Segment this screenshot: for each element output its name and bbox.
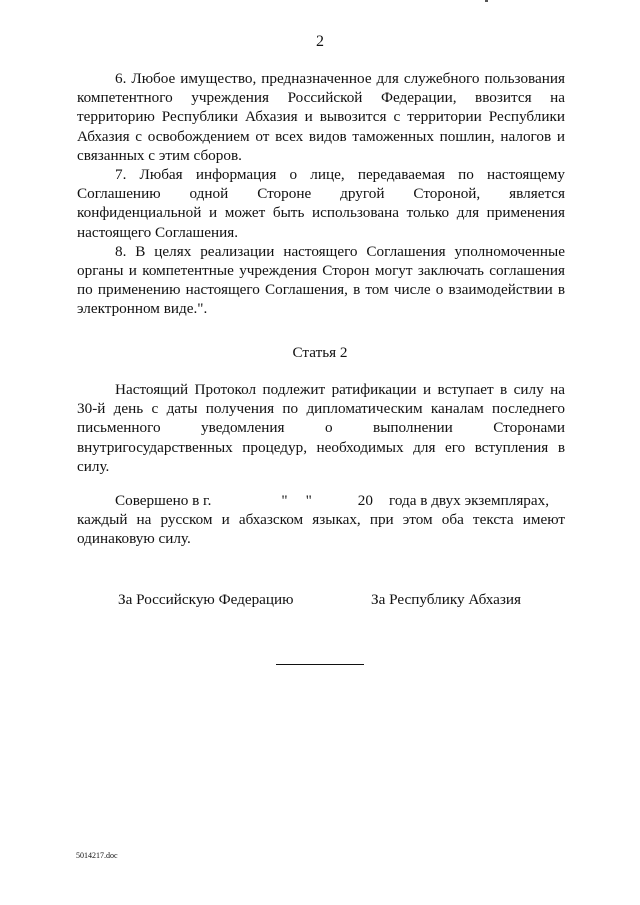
article-2-body [77,380,565,476]
closing-continuation: каждый на русском и абхазском языках, при этом оба текста имеют одинаковую силу. [77,511,565,548]
paragraph-6: 6. Любое имущество, предназначенное для служебного пользования компетентного учреждения Российской Федерации, ввозится на территорию Республики Абхазия и вывозится с территории Республики Абхазия с освобождением от всех видов таможенных пошлин, налогов и связанных с этим сборов. [77,70,565,164]
done-in-text: Совершено в г. [115,492,212,509]
closing-clause [77,491,565,549]
closing-rule [276,664,364,665]
year-rest: года в двух экземплярах, [388,492,550,509]
document-id: 5014217.doc [76,851,118,860]
article-2-paragraph: Настоящий Протокол подлежит ратификации и вступает в силу на 30-й день с даты получения по дипломатическим каналам последнего письменного уведомления о выполнении Сторонами внутригосударственных процедур, необходимых для его вступления в силу. [77,381,565,475]
article-2-heading: Статья 2 [292,344,348,361]
page-number: 2 [316,33,324,50]
scan-mark [485,0,488,2]
quote-open: " [281,492,288,509]
closing-first-line [77,491,565,510]
paragraph-8: 8. В целях реализации настоящего Соглашения уполномоченные органы и компетентные учреждения Сторон могут заключать соглашения по применению настоящего Соглашения, в том числе о взаимодействии в электронном виде.". [77,242,565,318]
quote-close: " [305,492,312,509]
paragraph-7: 7. Любая информация о лице, передаваемая по настоящему Соглашению одной Стороне другой Стороной, является конфиденциальной и может быть использована только для применения настоящего Соглашения. [77,166,565,241]
signature-russia: За Российскую Федерацию [118,591,294,608]
year-prefix: 20 [357,492,373,509]
signature-abkhazia: За Республику Абхазия [371,591,521,608]
article-1-continuation [77,69,565,319]
